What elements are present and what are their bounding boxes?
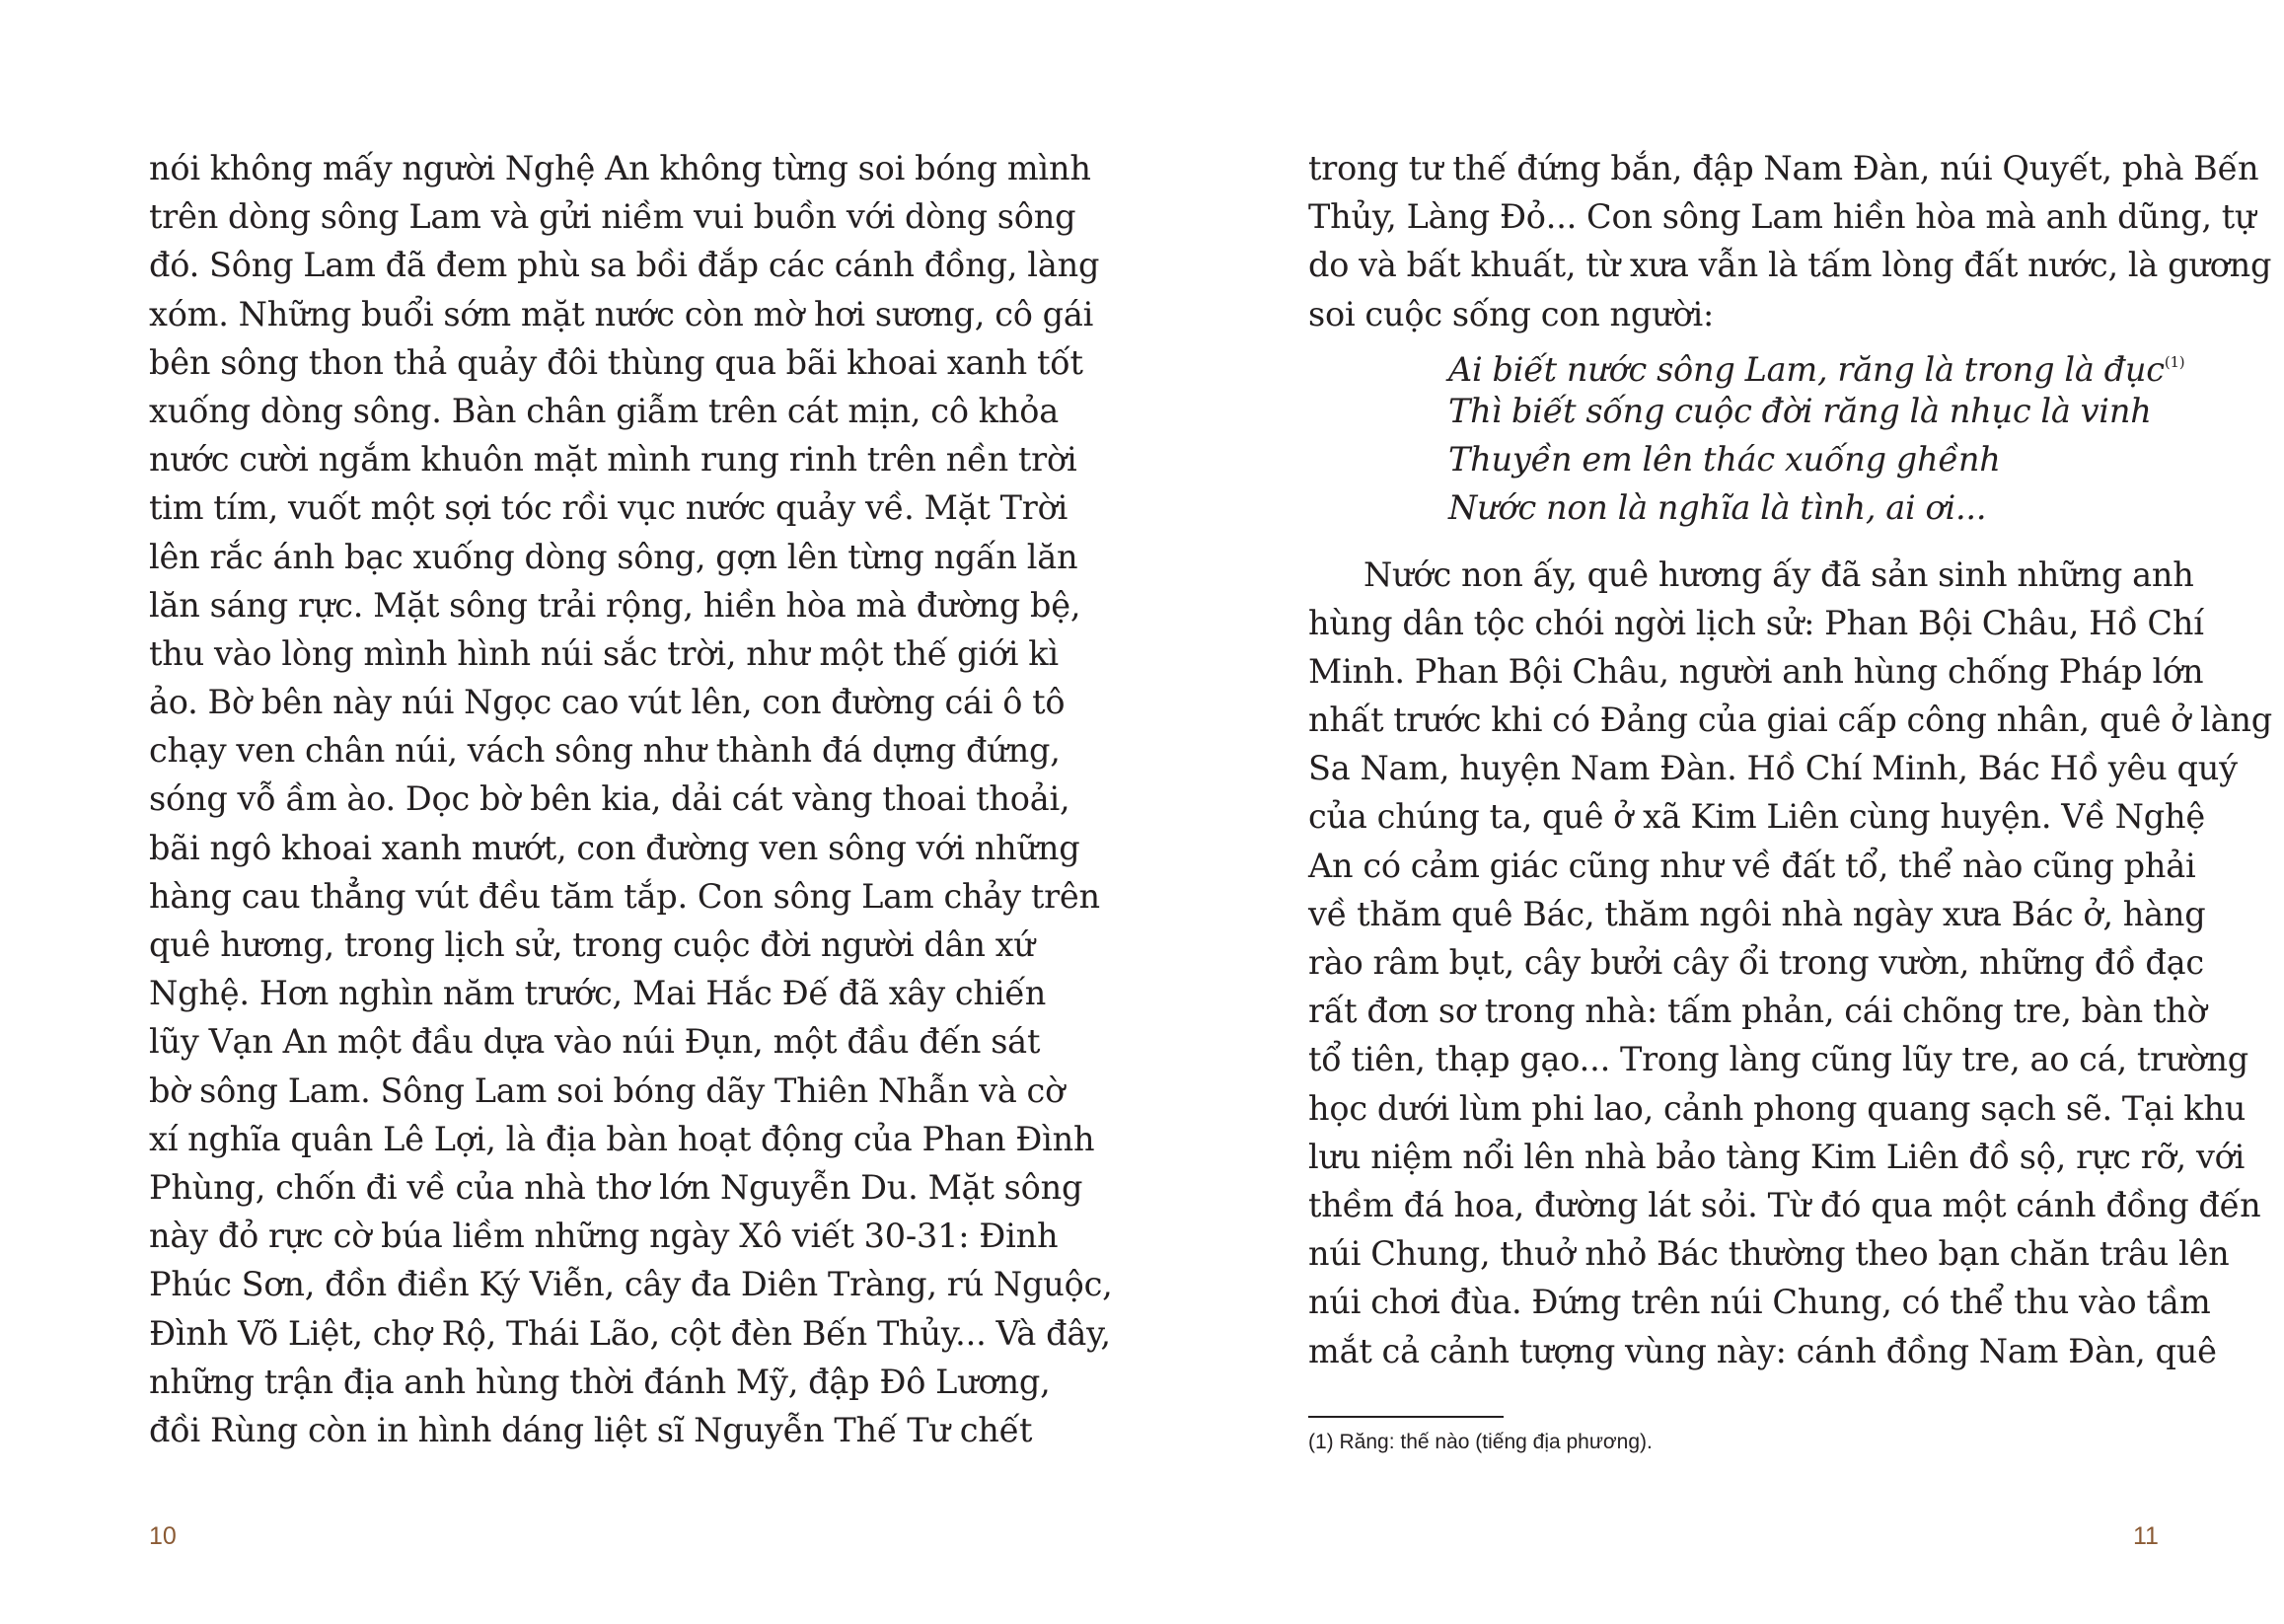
footnote: (1) Răng: thế nào (tiếng địa phương). bbox=[1308, 1431, 1653, 1453]
text-line: hùng dân tộc chói ngời lịch sử: Phan Bội Châu, Hồ Chí bbox=[1308, 603, 2204, 642]
text-line: sóng vỗ ầm ào. Dọc bờ bên kia, dải cát vàng thoai thoải, bbox=[149, 779, 1070, 819]
text-line: tổ tiên, thạp gạo... Trong làng cũng lũy tre, ao cá, trường bbox=[1308, 1040, 2248, 1079]
text-line: thềm đá hoa, đường lát sỏi. Từ đó qua một cánh đồng đến bbox=[1308, 1185, 2261, 1224]
text-line: xí nghĩa quân Lê Lợi, là địa bàn hoạt động của Phan Đình bbox=[149, 1119, 1095, 1158]
text-line: xuống dòng sông. Bàn chân giẫm trên cát mịn, cô khỏa bbox=[149, 391, 1059, 430]
poem-line: Ai biết nước sông Lam, răng là trong là đục$^{(1)}$ bbox=[1448, 349, 2185, 389]
text-line: soi cuộc sống con người: bbox=[1308, 294, 1715, 333]
text-line: đó. Sông Lam đã đem phù sa bồi đắp các cánh đồng, làng bbox=[149, 246, 1100, 285]
text-line: lưu niệm nổi lên nhà bảo tàng Kim Liên đồ sộ, rực rỡ, với bbox=[1308, 1137, 2246, 1176]
left-page-body bbox=[149, 144, 1113, 1454]
text-line: núi chơi đùa. Đứng trên núi Chung, có thể thu vào tầm bbox=[1308, 1283, 2211, 1322]
right-page-body bbox=[1308, 144, 2272, 1375]
text-line: rào râm bụt, cây bưởi cây ổi trong vườn, những đồ đạc bbox=[1308, 943, 2204, 982]
text-line: lăn sáng rực. Mặt sông trải rộng, hiền hòa mà đường bệ, bbox=[149, 585, 1081, 625]
poem-line: Thì biết sống cuộc đời răng là nhục là vinh bbox=[1448, 391, 2152, 430]
text-line: tim tím, vuốt một sợi tóc rồi vục nước quảy về. Mặt Trời bbox=[149, 488, 1068, 528]
text-line: Phúc Sơn, đồn điền Ký Viễn, cây đa Diên Tràng, rú Nguộc, bbox=[149, 1265, 1113, 1304]
text-line: chạy ven chân núi, vách sông như thành đá dựng đứng, bbox=[149, 731, 1061, 771]
text-line: Nghệ. Hơn nghìn năm trước, Mai Hắc Đế đã xây chiến bbox=[149, 974, 1047, 1013]
text-line: nói không mấy người Nghệ An không từng soi bóng mình bbox=[149, 149, 1091, 187]
text-line: đồi Rùng còn in hình dáng liệt sĩ Nguyễn Thế Tư chết bbox=[149, 1410, 1033, 1449]
poem-stanza bbox=[1448, 338, 2185, 533]
text-line: quê hương, trong lịch sử, trong cuộc đời người dân xứ bbox=[149, 925, 1035, 964]
text-line: ảo. Bờ bên này núi Ngọc cao vút lên, con đường cái ô tô bbox=[149, 683, 1066, 722]
text-line: Phùng, chốn đi về của nhà thơ lớn Nguyễn Du. Mặt sông bbox=[149, 1167, 1083, 1207]
page-number: 10 bbox=[149, 1522, 177, 1550]
text-line: lũy Vạn An một đầu dựa vào núi Đụn, một đầu đến sát bbox=[149, 1022, 1041, 1062]
text-line: An có cảm giác cũng như về đất tổ, thể nào cũng phải bbox=[1308, 846, 2196, 885]
text-line: thu vào lòng mình hình núi sắc trời, như một thế giới kì bbox=[149, 633, 1059, 673]
poem-line: Nước non là nghĩa là tình, ai ơi... bbox=[1448, 488, 1987, 528]
text-line: trong tư thế đứng bắn, đập Nam Đàn, núi Quyết, phà Bến bbox=[1308, 149, 2259, 187]
text-line: núi Chung, thuở nhỏ Bác thường theo bạn chăn trâu lên bbox=[1308, 1234, 2230, 1274]
text-line: rất đơn sơ trong nhà: tấm phản, cái chõng tre, bàn thờ bbox=[1308, 992, 2207, 1031]
text-line: Thủy, Làng Đỏ... Con sông Lam hiền hòa mà anh dũng, tự bbox=[1308, 197, 2256, 237]
text-line: học dưới lùm phi lao, cảnh phong quang sạch sẽ. Tại khu bbox=[1308, 1088, 2247, 1128]
text-line: bãi ngô khoai xanh mướt, con đường ven sông với những bbox=[149, 828, 1080, 867]
text-line: bên sông thon thả quảy đôi thùng qua bãi khoai xanh tốt bbox=[149, 342, 1083, 382]
text-line: trên dòng sông Lam và gửi niềm vui buồn với dòng sông bbox=[149, 197, 1076, 237]
text-line: mắt cả cảnh tượng vùng này: cánh đồng Nam Đàn, quê bbox=[1308, 1331, 2217, 1370]
text-line: này đỏ rực cờ búa liềm những ngày Xô viết 30-31: Đinh bbox=[149, 1217, 1059, 1256]
footnote-divider bbox=[1308, 1416, 1504, 1418]
text-line: xóm. Những buổi sớm mặt nước còn mờ hơi sương, cô gái bbox=[149, 294, 1094, 333]
text-line: về thăm quê Bác, thăm ngôi nhà ngày xưa Bác ở, hàng bbox=[1308, 894, 2206, 933]
poem-line: Thuyền em lên thác xuống ghềnh bbox=[1448, 440, 2001, 480]
text-line: bờ sông Lam. Sông Lam soi bóng dãy Thiên Nhẫn và cờ bbox=[149, 1070, 1066, 1110]
text-line: Sa Nam, huyện Nam Đàn. Hồ Chí Minh, Bác Hồ yêu quý bbox=[1308, 749, 2238, 788]
text-line: do và bất khuất, từ xưa vẫn là tấm lòng đất nước, là gương bbox=[1308, 246, 2272, 285]
text-line: những trận địa anh hùng thời đánh Mỹ, đập Đô Lương, bbox=[149, 1362, 1051, 1401]
text-line: Minh. Phan Bội Châu, người anh hùng chống Pháp lớn bbox=[1308, 651, 2204, 691]
text-line: nhất trước khi có Đảng của giai cấp công nhân, quê ở làng bbox=[1308, 701, 2272, 740]
text-line: của chúng ta, quê ở xã Kim Liên cùng huyện. Về Nghệ bbox=[1308, 797, 2205, 837]
text-line: lên rắc ánh bạc xuống dòng sông, gợn lên từng ngấn lăn bbox=[149, 537, 1078, 576]
text-line: hàng cau thẳng vút đều tăm tắp. Con sông Lam chảy trên bbox=[149, 876, 1100, 916]
text-line: Nước non ấy, quê hương ấy đã sản sinh những anh bbox=[1363, 554, 2194, 594]
right-page bbox=[1142, 0, 2284, 1624]
footnote-reference[interactable]: (1) bbox=[2164, 352, 2185, 371]
text-line: Đình Võ Liệt, chợ Rộ, Thái Lão, cột đèn Bến Thủy... Và đây, bbox=[149, 1313, 1111, 1353]
text-line: nước cười ngắm khuôn mặt mình rung rinh trên nền trời bbox=[149, 440, 1077, 480]
page-number: 11 bbox=[2133, 1522, 2159, 1550]
